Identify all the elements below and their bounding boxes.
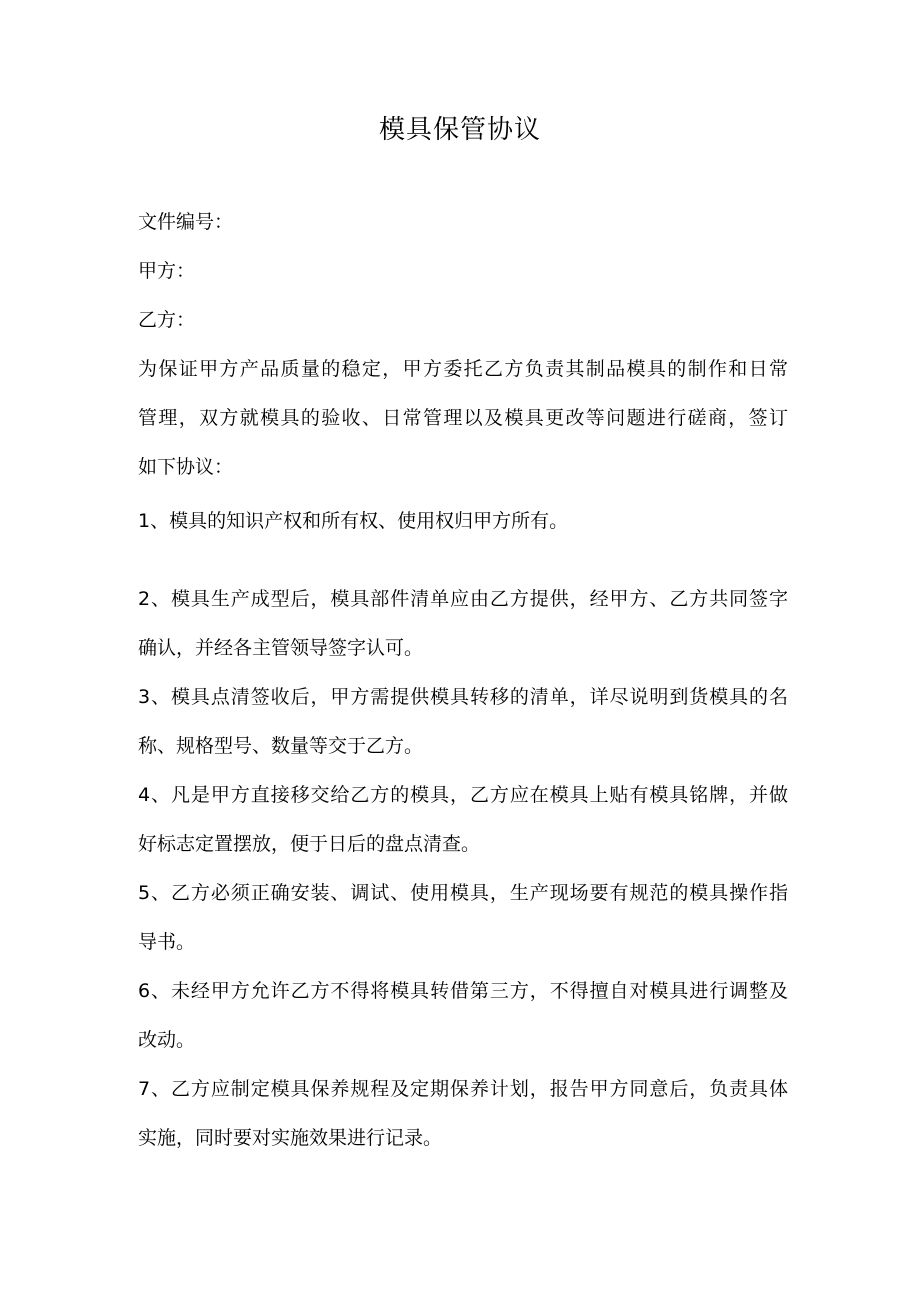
intro-line: 管理，双方就模具的验收、日常管理以及模具更改等问题进行磋商，签订 <box>138 407 788 429</box>
clause-2-line: 确认，并经各主管领导签字认可。 <box>138 637 424 659</box>
party-a-label: 甲方： <box>138 260 196 282</box>
clause-2-line: 2、模具生产成型后，模具部件清单应由乙方提供，经甲方、乙方共同签字 <box>138 588 788 610</box>
clause-4-line: 好标志定置摆放，便于日后的盘点清查。 <box>138 833 481 855</box>
clause-5-line: 导书。 <box>138 931 196 953</box>
document-title: 模具保管协议 <box>378 115 541 145</box>
clause-3-line: 3、模具点清签收后，甲方需提供模具转移的清单，详尽说明到货模具的名 <box>138 686 788 708</box>
intro-line: 为保证甲方产品质量的稳定，甲方委托乙方负责其制品模具的制作和日常 <box>138 358 788 380</box>
clause-5-line: 5、乙方必须正确安装、调试、使用模具，生产现场要有规范的模具操作指 <box>138 882 788 904</box>
clause-1-line: 1、模具的知识产权和所有权、使用权归甲方所有。 <box>138 510 569 532</box>
clause-7-line: 实施，同时要对实施效果进行记录。 <box>138 1127 443 1149</box>
clause-7-line: 7、乙方应制定模具保养规程及定期保养计划，报告甲方同意后，负责具体 <box>138 1078 788 1100</box>
clause-4-line: 4、凡是甲方直接移交给乙方的模具，乙方应在模具上贴有模具铭牌，并做 <box>138 784 788 806</box>
party-b-label: 乙方： <box>138 309 196 331</box>
intro-line: 如下协议： <box>138 456 234 478</box>
clause-6-line: 6、未经甲方允许乙方不得将模具转借第三方，不得擅自对模具进行调整及 <box>138 980 788 1002</box>
clause-3-line: 称、规格型号、数量等交于乙方。 <box>138 735 424 757</box>
clause-6-line: 改动。 <box>138 1029 196 1051</box>
file-number-label: 文件编号： <box>138 211 234 233</box>
